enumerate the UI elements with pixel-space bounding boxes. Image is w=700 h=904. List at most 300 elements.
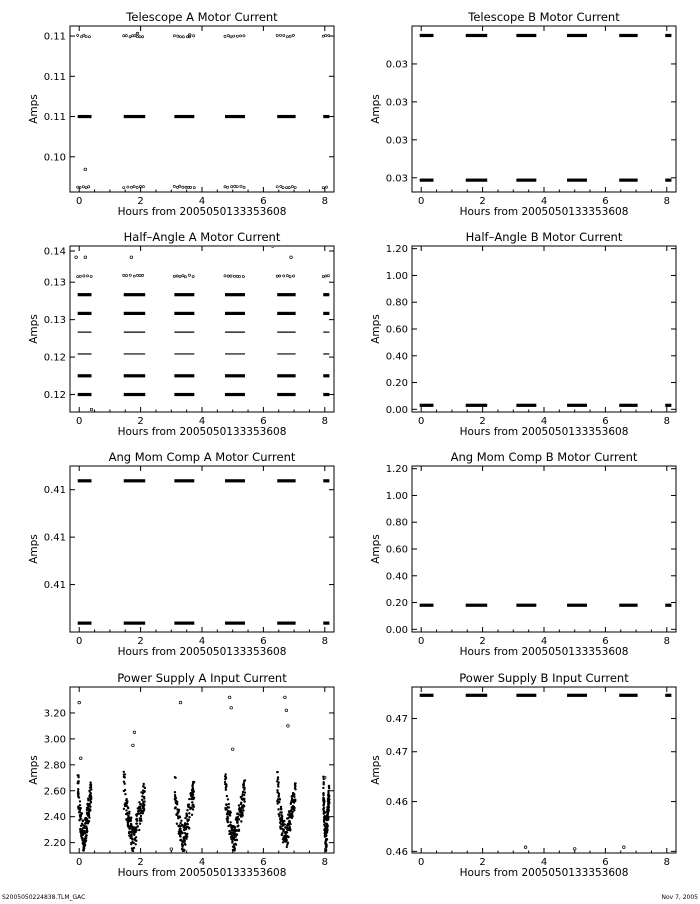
chart-power-supply-a-input-current-xtick-label: 0 <box>76 857 83 868</box>
chart-power-supply-a-input-current-point <box>88 790 90 792</box>
chart-power-supply-a-input-current-point <box>286 846 288 848</box>
chart-telescope-b-motor-current-level-segment <box>466 34 487 37</box>
chart-ang-mom-comp-a-motor-current-level-segment <box>225 479 245 482</box>
chart-half-angle-a-motor-current-point <box>188 274 190 276</box>
chart-half-angle-a-motor-current-xtick-label: 6 <box>260 416 267 427</box>
chart-power-supply-a-input-current-point <box>291 798 293 800</box>
chart-half-angle-a-motor-current-point <box>137 274 139 276</box>
chart-power-supply-a-input-current-point <box>327 799 329 801</box>
chart-telescope-a-motor-current-point <box>193 35 195 37</box>
chart-power-supply-a-input-current-point <box>179 825 181 827</box>
chart-power-supply-a-input-current-point <box>89 784 91 786</box>
chart-half-angle-a-motor-current-level-segment <box>323 393 329 396</box>
chart-power-supply-a-input-current-point <box>226 813 228 815</box>
chart-power-supply-a-input-current-point <box>228 806 230 808</box>
chart-power-supply-a-input-current-point <box>84 839 86 841</box>
chart-power-supply-a-input-current-point <box>289 829 291 831</box>
chart-ang-mom-comp-b-motor-current-ytick-label: 0.60 <box>385 544 408 556</box>
chart-power-supply-a-input-current-ytick-label: 2.80 <box>43 760 66 772</box>
chart-telescope-a-motor-current-point <box>142 186 144 188</box>
chart-half-angle-b-motor-current-ytick-label: 1.00 <box>385 270 408 282</box>
chart-ang-mom-comp-b-motor-current-xtick-label: 4 <box>540 636 548 647</box>
chart-power-supply-a-input-current-point <box>136 818 138 820</box>
chart-ang-mom-comp-a-motor-current-level-segment <box>323 622 329 625</box>
chart-power-supply-a-input-current-point <box>123 808 125 810</box>
chart-half-angle-b-motor-current-ytick-label: 0.60 <box>385 324 408 336</box>
chart-power-supply-a-input-current-point <box>128 835 130 837</box>
chart-power-supply-a-input-current-point <box>137 807 139 809</box>
chart-power-supply-a-input-current-point <box>279 798 281 800</box>
chart-telescope-b-motor-current-level-segment <box>567 179 587 182</box>
chart-half-angle-a-motor-current-point <box>276 275 278 277</box>
chart-power-supply-a-input-current-point <box>89 781 91 783</box>
chart-power-supply-a-input-current-point <box>123 776 125 778</box>
chart-power-supply-a-input-current-point <box>279 817 281 819</box>
chart-power-supply-a-input-current-point <box>236 813 238 815</box>
chart-power-supply-a-input-current-point <box>82 819 84 821</box>
chart-power-supply-a-input-current-point <box>225 804 227 806</box>
chart-telescope-a-motor-current-point <box>139 36 141 38</box>
chart-half-angle-b-motor-current-level-segment <box>665 404 671 407</box>
chart-power-supply-a-input-current-point <box>281 821 283 823</box>
chart-power-supply-a-input-current-point <box>87 807 89 809</box>
chart-power-supply-a-input-current-point <box>224 773 226 775</box>
chart-telescope-a-motor-current-point <box>322 35 324 37</box>
chart-power-supply-a-input-current-ytick-label: 3.00 <box>43 734 66 746</box>
chart-telescope-a-motor-current-point <box>84 168 87 171</box>
chart-power-supply-b-input-current-xtick-label: 0 <box>418 857 425 868</box>
chart-power-supply-a-input-current-point <box>186 809 188 811</box>
chart-telescope-a-motor-current <box>28 10 334 218</box>
chart-telescope-a-motor-current-point <box>88 36 90 38</box>
chart-telescope-a-motor-current-point <box>77 186 79 188</box>
chart-power-supply-a-input-current-point <box>238 804 240 806</box>
chart-telescope-a-motor-current-level-segment <box>277 115 295 118</box>
chart-half-angle-b-motor-current-xtick-label: 8 <box>663 416 670 427</box>
chart-half-angle-a-motor-current-xtick-label: 8 <box>321 416 328 427</box>
chart-power-supply-a-input-current-point <box>134 843 136 845</box>
chart-telescope-a-motor-current-point <box>190 186 192 188</box>
chart-power-supply-a-input-current-point <box>236 817 238 819</box>
chart-ang-mom-comp-b-motor-current-level-segment <box>567 604 587 607</box>
chart-half-angle-a-motor-current-point <box>289 276 291 278</box>
chart-power-supply-a-input-current-point <box>233 828 235 830</box>
chart-power-supply-a-input-current-point <box>183 824 185 826</box>
chart-half-angle-b-motor-current-ytick-label: 0.00 <box>385 404 408 416</box>
chart-half-angle-a-motor-current-level-segment <box>323 374 329 377</box>
chart-telescope-a-motor-current-point <box>236 186 238 188</box>
chart-ang-mom-comp-a-motor-current-ytick-label: 0.41 <box>43 485 66 497</box>
chart-power-supply-a-input-current-point <box>86 803 88 805</box>
chart-power-supply-a-input-current-point <box>77 790 79 792</box>
chart-half-angle-a-motor-current-level-segment <box>78 312 92 315</box>
chart-telescope-a-motor-current-xtick-label: 6 <box>260 196 267 207</box>
chart-ang-mom-comp-a-motor-current-level-segment <box>124 622 145 625</box>
chart-telescope-b-motor-current-level-segment <box>619 179 637 182</box>
chart-half-angle-a-motor-current-point <box>133 275 135 277</box>
chart-power-supply-a-input-current-point <box>277 776 279 778</box>
chart-half-angle-a-motor-current-level-segment <box>174 293 194 296</box>
chart-telescope-a-motor-current-point <box>243 35 245 37</box>
chart-power-supply-a-input-current-ytick-label: 2.20 <box>43 838 66 850</box>
chart-power-supply-a-input-current-point <box>225 789 227 791</box>
chart-power-supply-b-input-current-ytick-label: 0.46 <box>385 797 408 809</box>
chart-ang-mom-comp-b-motor-current-level-segment <box>420 604 434 607</box>
chart-half-angle-a-motor-current-point <box>227 275 229 277</box>
chart-telescope-a-motor-current-point <box>231 186 233 188</box>
chart-power-supply-a-input-current-point <box>188 806 190 808</box>
chart-telescope-b-motor-current-level-segment <box>665 179 671 182</box>
chart-ang-mom-comp-a-motor-current-xtick-label: 0 <box>76 636 83 647</box>
chart-half-angle-a-motor-current-point <box>238 275 240 277</box>
chart-telescope-b-motor-current-level-segment <box>466 179 487 182</box>
chart-power-supply-a-input-current-point <box>294 782 296 784</box>
chart-telescope-a-motor-current-point <box>226 186 228 188</box>
chart-power-supply-a-input-current-point <box>136 822 138 824</box>
chart-half-angle-a-motor-current-point <box>83 275 85 277</box>
chart-telescope-b-motor-current-xtick-label: 0 <box>418 196 425 207</box>
chart-ang-mom-comp-a-motor-current-xlabel: Hours from 2005050133353608 <box>117 646 287 658</box>
chart-power-supply-a-input-current-point <box>181 844 183 846</box>
chart-telescope-a-motor-current-point <box>325 186 327 188</box>
chart-power-supply-b-input-current-xtick-label: 8 <box>663 857 670 868</box>
chart-half-angle-a-motor-current-level-segment <box>323 293 329 296</box>
chart-power-supply-a-input-current-point <box>89 809 91 811</box>
chart-power-supply-a-input-current-point <box>125 818 127 820</box>
chart-ang-mom-comp-b-motor-current-level-segment <box>516 604 536 607</box>
chart-half-angle-a-motor-current-point <box>230 275 232 277</box>
chart-telescope-a-motor-current-point <box>82 186 84 188</box>
chart-power-supply-a-input-current-point <box>287 814 289 816</box>
chart-power-supply-a-input-current-point <box>192 804 194 806</box>
chart-telescope-a-motor-current-point <box>224 186 226 188</box>
chart-power-supply-a-input-current-point <box>132 744 135 747</box>
chart-power-supply-a-input-current-point <box>83 846 85 848</box>
chart-power-supply-a-input-current-point <box>191 801 193 803</box>
chart-power-supply-a-input-current-point <box>228 696 231 699</box>
chart-power-supply-a-input-current-point <box>230 826 232 828</box>
chart-power-supply-a-input-current-point <box>183 828 185 830</box>
chart-telescope-b-motor-current-level-segment <box>420 179 434 182</box>
chart-power-supply-a-input-current-point <box>322 787 324 789</box>
chart-power-supply-a-input-current-point <box>292 792 294 794</box>
chart-power-supply-a-input-current-point <box>278 813 280 815</box>
chart-power-supply-a-input-current-point <box>193 790 195 792</box>
chart-power-supply-a-input-current-point <box>243 784 245 786</box>
chart-half-angle-a-motor-current-point <box>141 274 143 276</box>
chart-telescope-a-motor-current-point <box>129 36 131 38</box>
chart-telescope-a-motor-current-point <box>83 34 85 36</box>
chart-power-supply-a-input-current-point <box>286 842 288 844</box>
chart-telescope-a-motor-current-point <box>276 186 278 188</box>
chart-power-supply-a-input-current-point <box>188 816 190 818</box>
chart-power-supply-a-input-current-point <box>140 815 142 817</box>
chart-telescope-b-motor-current-xtick-label: 6 <box>602 196 609 207</box>
chart-half-angle-b-motor-current-ytick-label: 1.20 <box>385 244 408 256</box>
chart-half-angle-a-motor-current-xtick-label: 0 <box>76 416 83 427</box>
chart-power-supply-a-input-current-point <box>323 815 325 817</box>
chart-half-angle-a-motor-current-point <box>77 275 79 277</box>
chart-telescope-b-motor-current-ytick-label: 0.03 <box>385 97 408 109</box>
chart-power-supply-b-input-current-level-segment <box>466 694 487 697</box>
chart-half-angle-a-motor-current-xtick-label: 2 <box>137 416 144 427</box>
chart-half-angle-b-motor-current-frame <box>412 246 676 412</box>
chart-power-supply-a-input-current-point <box>89 799 91 801</box>
chart-telescope-a-motor-current-point <box>136 36 138 38</box>
chart-power-supply-a-input-current-point <box>90 801 92 803</box>
chart-power-supply-a-input-current-point <box>185 812 187 814</box>
chart-ang-mom-comp-a-motor-current-level-segment <box>277 479 295 482</box>
chart-power-supply-a-input-current-point <box>126 800 128 802</box>
chart-power-supply-a-input-current-point <box>179 833 181 835</box>
chart-power-supply-a-input-current-point <box>281 815 283 817</box>
chart-power-supply-a-input-current-point <box>170 848 173 851</box>
chart-power-supply-a-input-current-point <box>135 836 137 838</box>
chart-power-supply-a-input-current-point <box>327 804 329 806</box>
chart-power-supply-b-input-current-frame <box>412 687 676 853</box>
chart-power-supply-a-input-current-point <box>130 823 132 825</box>
chart-ang-mom-comp-a-motor-current-level-segment <box>323 479 329 482</box>
chart-telescope-b-motor-current-title: Telescope B Motor Current <box>468 10 620 24</box>
chart-half-angle-a-motor-current-point <box>90 408 93 411</box>
chart-half-angle-b-motor-current-title: Half–Angle B Motor Current <box>465 230 623 244</box>
chart-power-supply-a-input-current-point <box>233 846 235 848</box>
chart-power-supply-a-input-current-point <box>288 810 290 812</box>
chart-power-supply-a-input-current-point <box>183 826 185 828</box>
chart-power-supply-a-input-current-point <box>77 776 79 778</box>
chart-telescope-a-motor-current-point <box>133 186 135 188</box>
chart-power-supply-a-input-current-point <box>226 820 228 822</box>
footer-date: Nov 7, 2005 <box>661 894 698 901</box>
chart-power-supply-b-input-current-ytick-label: 0.47 <box>385 747 408 759</box>
chart-power-supply-a-input-current-point <box>226 815 228 817</box>
chart-power-supply-a-input-current-point <box>141 799 143 801</box>
chart-power-supply-a-input-current-point <box>88 820 90 822</box>
chart-ang-mom-comp-b-motor-current-ylabel: Amps <box>370 534 382 564</box>
chart-power-supply-a-input-current-point <box>89 806 91 808</box>
chart-telescope-a-motor-current-xtick-label: 2 <box>137 196 144 207</box>
chart-telescope-a-motor-current-level-segment <box>124 115 145 118</box>
chart-telescope-a-motor-current-level-segment <box>174 115 194 118</box>
chart-power-supply-a-input-current-point <box>229 832 231 834</box>
chart-telescope-b-motor-current-ytick-label: 0.03 <box>385 59 408 71</box>
chart-power-supply-a-input-current-point <box>192 784 194 786</box>
chart-telescope-a-motor-current-point <box>236 35 238 37</box>
chart-half-angle-a-motor-current-point <box>322 275 324 277</box>
chart-power-supply-a-input-current-point <box>131 847 133 849</box>
chart-power-supply-a-input-current-point <box>234 835 236 837</box>
chart-telescope-a-motor-current-point <box>294 186 296 188</box>
chart-power-supply-a-input-current-point <box>277 808 279 810</box>
chart-power-supply-a-input-current-point <box>277 781 279 783</box>
chart-ang-mom-comp-a-motor-current-xtick-label: 4 <box>198 636 206 647</box>
chart-power-supply-a-input-current-point <box>322 792 324 794</box>
chart-power-supply-a-input-current-point <box>231 839 233 841</box>
chart-power-supply-a-input-current-point <box>129 827 131 829</box>
chart-power-supply-a-input-current-point <box>325 839 327 841</box>
chart-telescope-a-motor-current-point <box>285 186 287 188</box>
chart-half-angle-a-motor-current-point <box>75 256 78 259</box>
chart-power-supply-a-input-current-point <box>325 822 327 824</box>
chart-power-supply-a-input-current-point <box>227 798 229 800</box>
chart-power-supply-a-input-current-point <box>292 806 294 808</box>
chart-power-supply-b-input-current-ytick-label: 0.47 <box>385 714 408 726</box>
chart-power-supply-a-input-current-point <box>142 812 144 814</box>
chart-telescope-a-motor-current-ytick-label: 0.11 <box>43 31 66 43</box>
chart-telescope-a-motor-current-point <box>88 186 90 188</box>
chart-half-angle-a-motor-current-ytick-label: 0.14 <box>43 246 66 258</box>
chart-ang-mom-comp-b-motor-current-ytick-label: 1.00 <box>385 490 408 502</box>
chart-power-supply-a-input-current-point <box>284 832 286 834</box>
chart-ang-mom-comp-b-motor-current-xtick-label: 6 <box>602 636 609 647</box>
chart-power-supply-b-input-current <box>370 671 676 879</box>
chart-ang-mom-comp-a-motor-current-data <box>78 479 330 624</box>
chart-power-supply-a-input-current-point <box>181 824 183 826</box>
chart-power-supply-b-input-current-xtick-label: 6 <box>602 857 609 868</box>
chart-power-supply-a-input-current-point <box>243 794 245 796</box>
chart-power-supply-a-input-current-point <box>236 821 238 823</box>
chart-ang-mom-comp-a-motor-current-title: Ang Mom Comp A Motor Current <box>108 450 296 464</box>
chart-half-angle-b-motor-current-level-segment <box>567 404 587 407</box>
chart-power-supply-a-input-current-point <box>144 787 146 789</box>
chart-power-supply-a-input-current-point <box>128 818 130 820</box>
chart-power-supply-a-input-current-point <box>175 797 177 799</box>
chart-power-supply-a-input-current-point <box>143 783 145 785</box>
footer-filename: S2005050224838.TLM_GAC <box>2 894 86 901</box>
chart-power-supply-a-input-current-point <box>184 840 186 842</box>
chart-ang-mom-comp-b-motor-current <box>370 450 676 658</box>
chart-power-supply-a-input-current-point <box>177 811 179 813</box>
chart-power-supply-a-input-current-point <box>86 827 88 829</box>
chart-power-supply-a-input-current-point <box>179 822 181 824</box>
chart-power-supply-a-input-current-point <box>77 780 79 782</box>
chart-ang-mom-comp-a-motor-current-frame <box>70 466 334 632</box>
chart-power-supply-a-input-current-point <box>192 788 194 790</box>
chart-half-angle-a-motor-current-point <box>129 274 131 276</box>
chart-power-supply-a-input-current-point <box>79 804 81 806</box>
chart-power-supply-a-input-current-point <box>325 850 327 852</box>
chart-power-supply-a-input-current-point <box>240 809 242 811</box>
chart-telescope-a-motor-current-point <box>193 187 195 189</box>
chart-telescope-a-motor-current-point <box>80 36 82 38</box>
chart-telescope-a-motor-current-point <box>130 186 132 188</box>
chart-half-angle-a-motor-current-level-segment <box>225 312 245 315</box>
chart-telescope-a-motor-current-xtick-label: 4 <box>198 196 206 207</box>
chart-telescope-a-motor-current-point <box>276 34 278 36</box>
chart-half-angle-b-motor-current-level-segment <box>619 404 637 407</box>
chart-telescope-a-motor-current-point <box>173 185 175 187</box>
chart-power-supply-a-input-current-point <box>81 828 83 830</box>
chart-ang-mom-comp-b-motor-current-level-segment <box>665 604 671 607</box>
chart-telescope-a-motor-current-point <box>280 185 282 187</box>
chart-telescope-a-motor-current-point <box>182 36 184 38</box>
chart-half-angle-a-motor-current-xtick-label: 4 <box>198 416 206 427</box>
chart-power-supply-a-input-current-point <box>124 789 126 791</box>
chart-power-supply-a-input-current-point <box>188 812 190 814</box>
chart-power-supply-a-input-current-point <box>322 794 324 796</box>
chart-power-supply-a-input-current-point <box>88 816 90 818</box>
chart-power-supply-a-input-current-point <box>131 838 133 840</box>
chart-half-angle-a-motor-current-level-segment <box>78 293 92 296</box>
chart-ang-mom-comp-a-motor-current-level-segment <box>124 479 145 482</box>
chart-power-supply-a-input-current-point <box>326 827 328 829</box>
chart-power-supply-a-input-current-point <box>285 834 287 836</box>
chart-power-supply-a-input-current-point <box>82 833 84 835</box>
chart-telescope-a-motor-current-point <box>182 186 184 188</box>
chart-power-supply-a-input-current-xtick-label: 6 <box>260 857 267 868</box>
chart-half-angle-a-motor-current-ylabel: Amps <box>28 314 40 344</box>
chart-power-supply-a-input-current-point <box>243 798 245 800</box>
chart-power-supply-a-input-current-point <box>191 797 193 799</box>
chart-power-supply-a-input-current-point <box>136 815 138 817</box>
chart-telescope-a-motor-current-point <box>239 35 241 37</box>
chart-telescope-b-motor-current-xtick-label: 4 <box>540 196 548 207</box>
chart-power-supply-a-input-current-point <box>90 796 92 798</box>
chart-power-supply-a-input-current-point <box>293 808 295 810</box>
chart-telescope-a-motor-current-point <box>224 35 226 37</box>
chart-telescope-a-motor-current-point <box>123 186 125 188</box>
chart-telescope-a-motor-current-point <box>291 186 293 188</box>
chart-telescope-a-motor-current-ylabel: Amps <box>28 94 40 124</box>
chart-power-supply-a-input-current-point <box>88 813 90 815</box>
chart-power-supply-a-input-current-xtick-label: 2 <box>137 857 144 868</box>
chart-power-supply-a-input-current-point <box>242 791 244 793</box>
chart-power-supply-a-input-current-point <box>133 731 136 734</box>
chart-half-angle-a-motor-current-level-segment <box>124 374 145 377</box>
chart-power-supply-a-input-current-point <box>184 817 186 819</box>
chart-power-supply-a-input-current-point <box>132 831 134 833</box>
chart-power-supply-a-input-current-point <box>237 825 239 827</box>
chart-power-supply-a-input-current-point <box>125 798 127 800</box>
chart-half-angle-b-motor-current-ytick-label: 0.20 <box>385 378 408 390</box>
chart-power-supply-a-input-current-point <box>287 725 290 728</box>
chart-ang-mom-comp-b-motor-current-ytick-label: 0.00 <box>385 624 408 636</box>
chart-telescope-a-motor-current-point <box>85 35 87 37</box>
chart-power-supply-a-input-current-point <box>287 836 289 838</box>
chart-telescope-b-motor-current-ytick-label: 0.03 <box>385 135 408 147</box>
chart-ang-mom-comp-a-motor-current-xtick-label: 8 <box>321 636 328 647</box>
chart-power-supply-a-input-current-point <box>229 821 231 823</box>
chart-power-supply-a-input-current-point <box>80 813 82 815</box>
chart-half-angle-a-motor-current-point <box>84 256 87 259</box>
chart-power-supply-a-input-current-point <box>78 701 81 704</box>
chart-power-supply-a-input-current-title: Power Supply A Input Current <box>117 671 287 685</box>
chart-half-angle-a-motor-current-point <box>292 275 294 277</box>
chart-telescope-a-motor-current-ytick-label: 0.11 <box>43 112 66 124</box>
chart-half-angle-a-motor-current-ytick-label: 0.13 <box>43 277 66 289</box>
chart-power-supply-a-input-current-point <box>140 810 142 812</box>
chart-power-supply-a-input-current-point <box>127 807 129 809</box>
chart-power-supply-a-input-current-point <box>224 781 226 783</box>
chart-telescope-b-motor-current-level-segment <box>619 34 637 37</box>
chart-half-angle-b-motor-current-level-segment <box>420 404 434 407</box>
chart-half-angle-a-motor-current-point <box>233 275 235 277</box>
chart-power-supply-a-input-current-point <box>140 791 142 793</box>
chart-power-supply-a-input-current-point <box>281 833 283 835</box>
chart-power-supply-a-input-current-point <box>123 773 125 775</box>
chart-power-supply-a-input-current-point <box>323 807 325 809</box>
chart-power-supply-a-input-current-point <box>89 786 91 788</box>
chart-power-supply-a-input-current-ylabel: Amps <box>28 755 40 785</box>
chart-power-supply-a-input-current-point <box>127 825 129 827</box>
chart-power-supply-a-input-current-point <box>77 793 79 795</box>
chart-ang-mom-comp-b-motor-current-xtick-label: 2 <box>479 636 486 647</box>
chart-power-supply-a-input-current-point <box>140 803 142 805</box>
chart-power-supply-a-input-current-point <box>186 819 188 821</box>
chart-telescope-a-motor-current-point <box>127 186 129 188</box>
chart-power-supply-a-input-current-point <box>326 817 328 819</box>
chart-power-supply-a-input-current-point <box>325 845 327 847</box>
